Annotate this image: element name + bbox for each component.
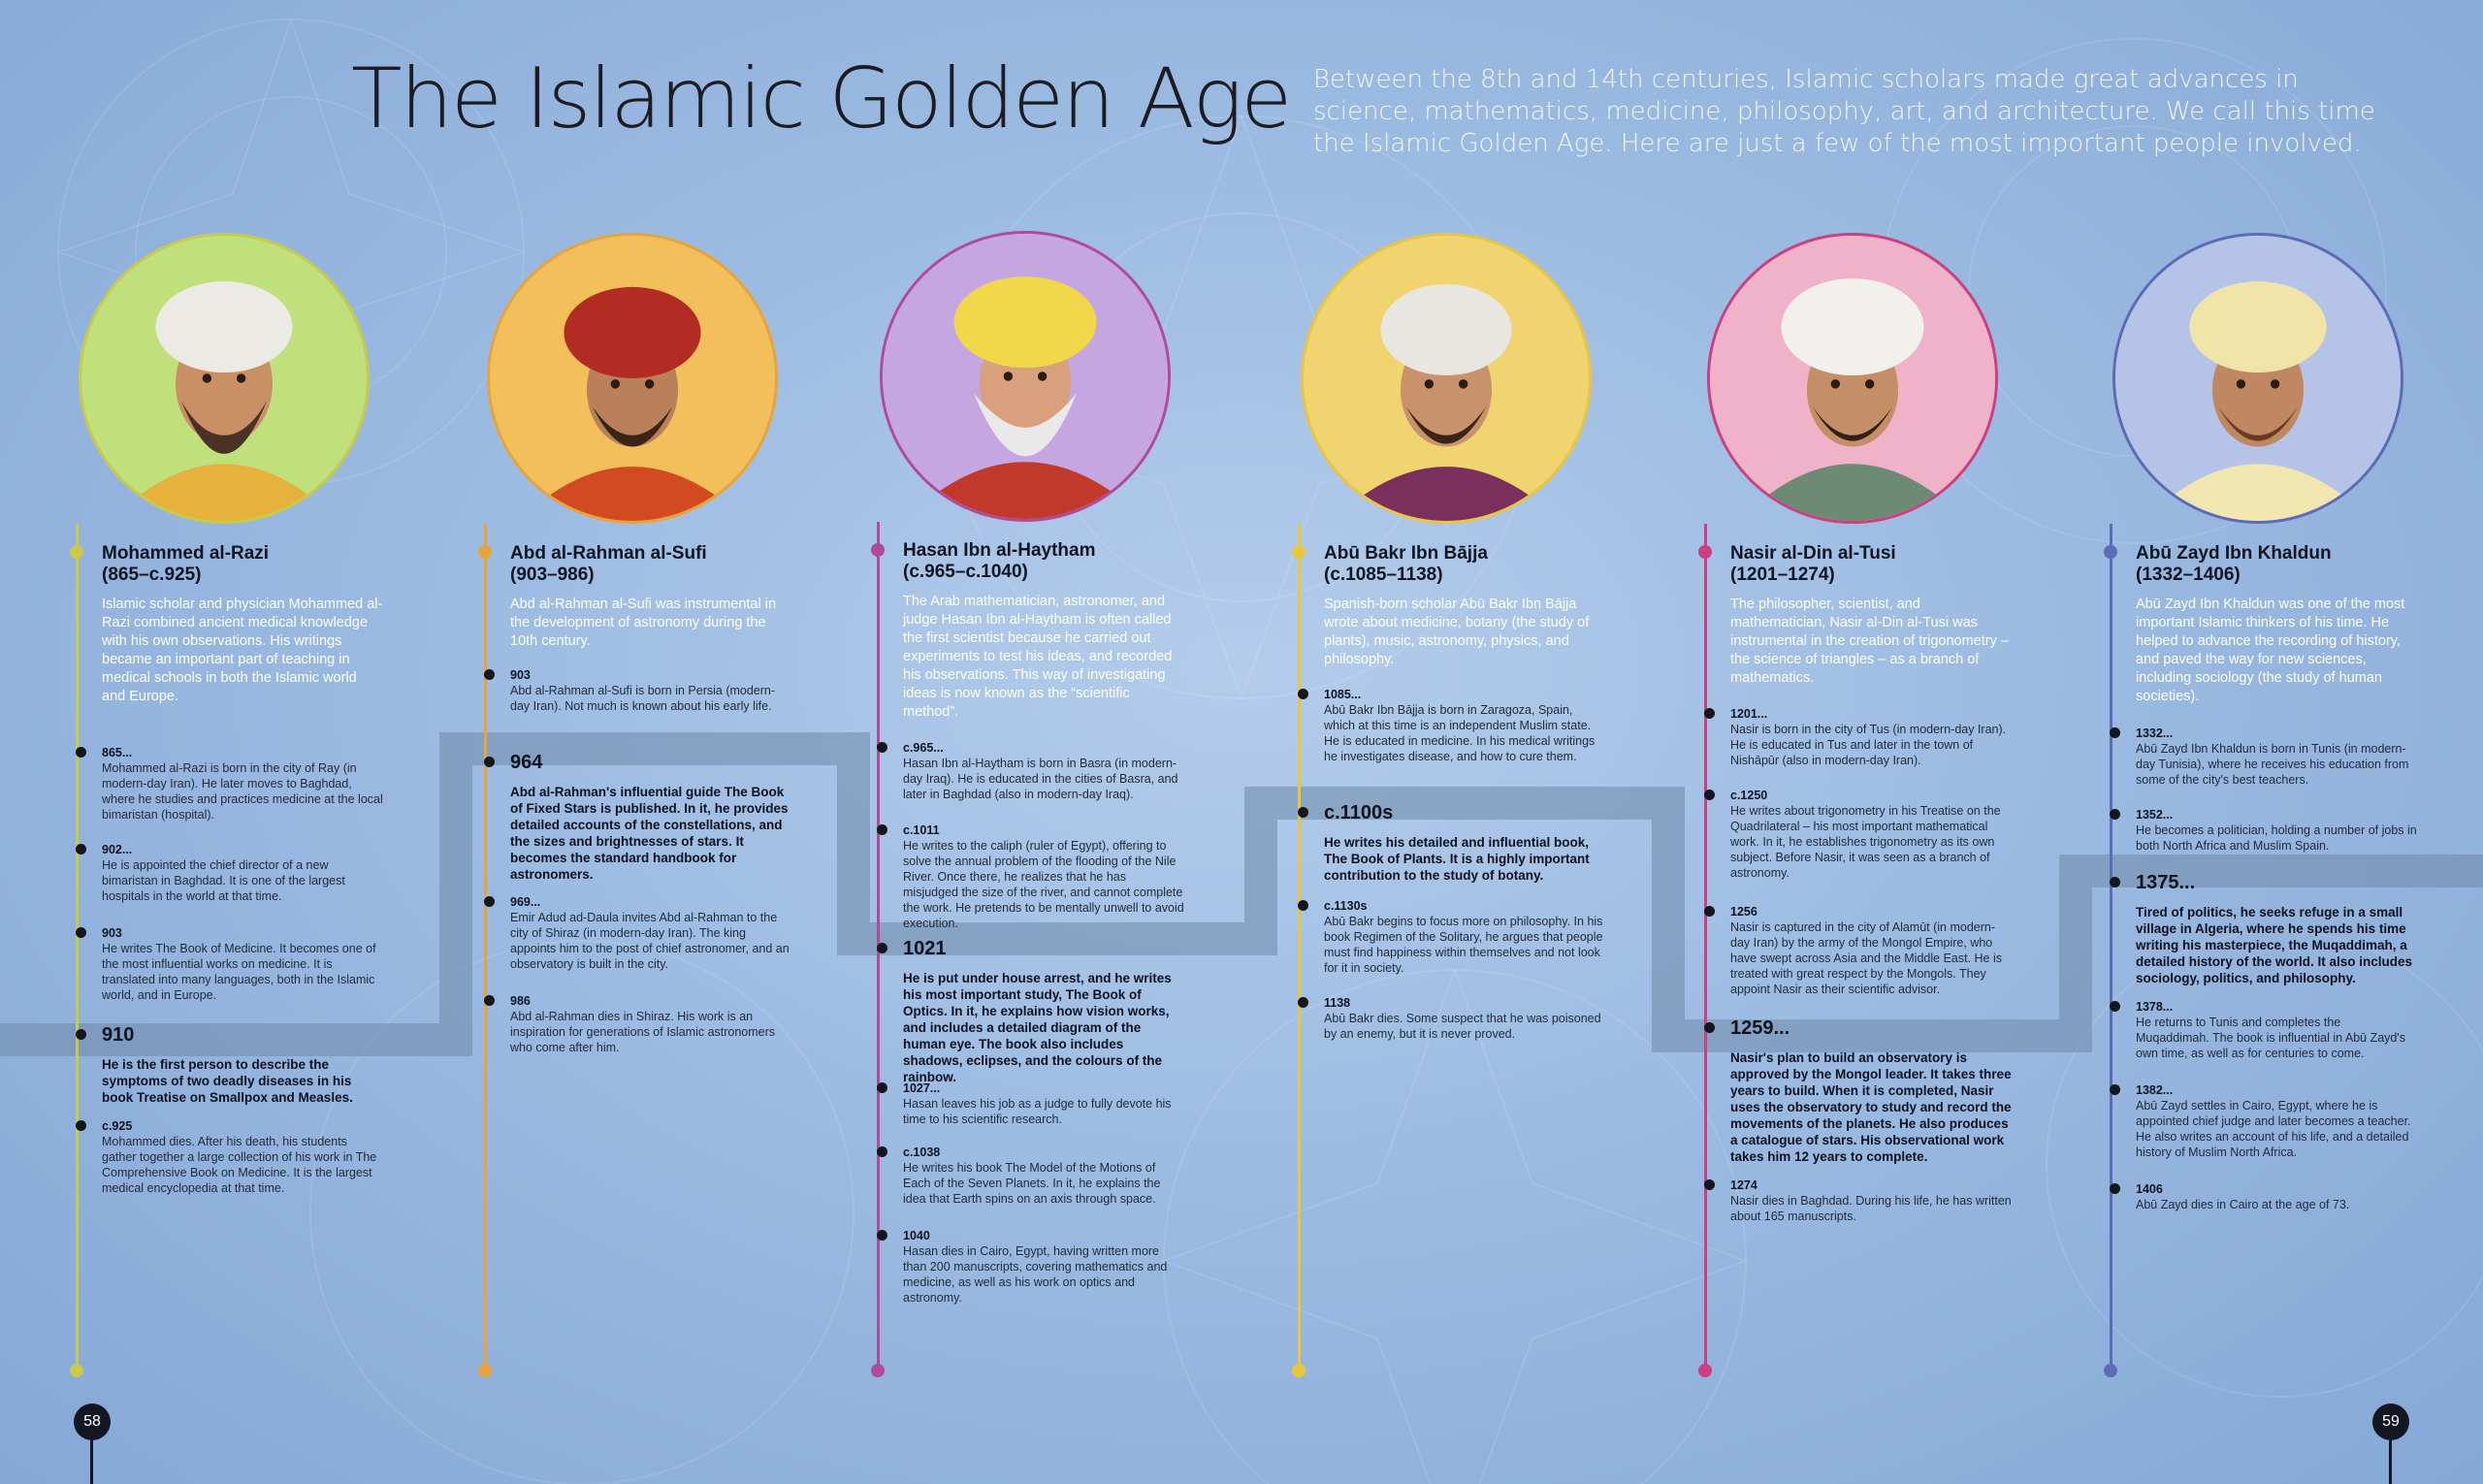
scholar-name: Abū Zayd Ibn Khaldun [2136, 543, 2332, 564]
timeline-dot [478, 545, 492, 559]
timeline-event [2136, 726, 2417, 788]
scholar-bio: Islamic scholar and physician Mohammed al-Razi combined ancient medical knowledge with his own observations. His writings became an important part of teaching in medical schools in both the Islamic world and Europe. [102, 597, 383, 704]
event-bullet [484, 896, 495, 907]
portrait-ibn-bajja [1301, 233, 1592, 524]
scholar-column-al-sufi [487, 0, 797, 1484]
event-bullet [877, 1082, 887, 1093]
timeline-event [1730, 788, 2012, 881]
event-bullet [877, 943, 887, 953]
event-text: He is the first person to describe the symptoms of two deadly diseases in his book Treatise on Smallpox and Measles. [102, 1057, 353, 1105]
event-date: c.1130s [1324, 899, 1368, 913]
page-number-stem [90, 1440, 93, 1484]
portrait-ibn-khaldun [2112, 233, 2403, 524]
timeline-end-dot [2104, 1364, 2117, 1377]
event-bullet [2110, 809, 2120, 820]
event-date: 1085... [1324, 688, 1362, 701]
event-date: 910 [102, 1024, 135, 1046]
event-date: 1375... [2136, 872, 2196, 893]
event-bullet [484, 757, 495, 767]
timeline-event [1324, 687, 1605, 764]
event-date: 902... [102, 843, 133, 856]
event-bullet [2110, 877, 2120, 887]
event-date: 986 [510, 994, 531, 1008]
timeline-line [1298, 524, 1301, 1377]
scholar-bio: The Arab mathematician, astronomer, and judge Hasan Ibn al-Haytham is often called the first scientist because he carried out experiments to test his ideas, and recorded his observations. This way of investigating ideas is now known as the “scientific method”. [903, 594, 1173, 720]
event-text: Nasir's plan to build an observatory is approved by the Mongol leader. It takes three years to build. When it is completed, Nasir uses the observatory to study and record the movements of the planets. He also produces a catalogue of stars. His observational work takes him 12 years to complete. [1730, 1050, 2012, 1164]
timeline-event [903, 823, 1184, 931]
event-date: 1382... [2136, 1083, 2174, 1097]
scholar-dates: (c.1085–1138) [1324, 565, 1443, 585]
timeline-event-highlight [903, 937, 1184, 1085]
timeline-event-highlight [1324, 801, 1605, 884]
scholar-name: Abd al-Rahman al-Sufi [510, 543, 707, 564]
event-bullet [76, 1120, 86, 1131]
event-bullet [877, 742, 887, 753]
page-intro: Between the 8th and 14th centuries, Islamic scholars made great advances in science, mathematics, medicine, philosophy, art, and architecture. We call this time the Islamic Golden Age. Here are just a few of the most important people involved. [1313, 65, 2375, 158]
event-text: Mohammed al-Razi is born in the city of Ray (in modern-day Iran). He later moves to Baghdad, where he studies and practices medicine at the local bimaristan (hospital). [102, 761, 383, 822]
scholar-column-ibn-al-haytham [880, 0, 1190, 1484]
timeline-event [102, 842, 383, 904]
event-date: c.1011 [903, 823, 940, 837]
timeline-line [484, 524, 487, 1377]
event-bullet [1298, 900, 1308, 911]
event-date: 865... [102, 746, 133, 759]
event-text: Hasan leaves his job as a judge to fully devote his time to his scientific research. [903, 1097, 1172, 1126]
timeline-event [2136, 999, 2417, 1061]
event-bullet [2110, 1183, 2120, 1194]
event-bullet [1298, 689, 1308, 699]
scholar-bio: Spanish-born scholar Abū Bakr Ibn Bājja wrote about medicine, botany (the study of plants), music, astronomy, physics, and philosophy. [1324, 597, 1590, 667]
event-date: c.1038 [903, 1145, 941, 1159]
timeline-event-highlight [2136, 871, 2417, 986]
event-bullet [1298, 807, 1308, 818]
event-date: 903 [510, 668, 531, 682]
event-bullet [2110, 727, 2120, 738]
timeline-line [2110, 524, 2112, 1377]
event-date: c.925 [102, 1119, 133, 1133]
scholar-bio: The philosopher, scientist, and mathematician, Nasir al-Din al-Tusi was instrumental in the creation of trigonometry – the science of triangles – as a branch of mathematics. [1730, 597, 2009, 686]
portrait-al-sufi [487, 233, 778, 524]
event-bullet [76, 927, 86, 938]
timeline-event [903, 740, 1184, 802]
event-text: Abū Bakr begins to focus more on philosophy. In his book Regimen of the Solitary, he argues that people must find happiness within themselves and not look for it in society. [1324, 915, 1603, 975]
event-text: Abd al-Rahman al-Sufi is born in Persia (modern-day Iran). Not much is known about his early life. [510, 684, 776, 713]
timeline-dot [1698, 545, 1712, 559]
scholar-name: Mohammed al-Razi [102, 543, 270, 564]
timeline-end-dot [478, 1364, 492, 1377]
timeline-dot [871, 543, 885, 557]
timeline-event-highlight [102, 1023, 383, 1106]
event-date: 903 [102, 926, 122, 940]
scholar-column-ibn-bajja [1301, 0, 1611, 1484]
event-text: He writes The Book of Medicine. It becomes one of the most influential works on medicine. It is translated into many languages, both in the Islamic world, and in Europe. [102, 942, 376, 1002]
event-bullet [1298, 997, 1308, 1008]
timeline-event [510, 894, 791, 972]
timeline-event [2136, 1181, 2417, 1212]
timeline-event [1324, 995, 1605, 1042]
event-bullet [484, 669, 495, 680]
timeline-event [903, 1228, 1184, 1306]
timeline-event [102, 925, 383, 1003]
event-bullet [1704, 906, 1715, 917]
event-date: 1274 [1730, 1178, 1757, 1192]
scholar-column-al-razi [79, 0, 389, 1484]
timeline-event [1730, 904, 2012, 997]
timeline-event [2136, 807, 2417, 854]
portrait-ibn-al-haytham [880, 231, 1171, 522]
page-number-stem [2389, 1440, 2392, 1484]
event-bullet [1704, 790, 1715, 800]
scholar-dates: (1201–1274) [1730, 565, 1835, 585]
scholar-dates: (903–986) [510, 565, 595, 585]
event-bullet [76, 1029, 86, 1040]
timeline-event [510, 667, 791, 714]
scholar-dates: (865–c.925) [102, 565, 202, 585]
event-bullet [1704, 708, 1715, 719]
timeline-event [102, 1118, 383, 1196]
event-date: 1201... [1730, 707, 1768, 721]
event-bullet [1704, 1022, 1715, 1033]
event-text: He writes about trigonometry in his Treatise on the Quadrilateral – his most important mathematical work. In it, he establishes trigonometry as its own subject. Before Nasir, it was seen as a branch of astronomy. [1730, 804, 2001, 880]
event-bullet [877, 824, 887, 835]
page-number-right: 59 [2372, 1403, 2409, 1440]
event-bullet [76, 844, 86, 855]
timeline-event [1730, 706, 2012, 768]
event-text: Abū Zayd dies in Cairo at the age of 73. [2136, 1198, 2350, 1211]
page-title: The Islamic Golden Age [351, 50, 1291, 147]
event-date: c.1100s [1324, 802, 1394, 823]
scholar-dates: (c.965–c.1040) [903, 562, 1028, 582]
event-date: 1040 [903, 1229, 930, 1242]
event-date: 1138 [1324, 996, 1351, 1010]
event-text: Hasan dies in Cairo, Egypt, having written more than 200 manuscripts, covering mathematics and medicine, as well as his work on optics and astronomy. [903, 1244, 1168, 1305]
timeline-dot [2104, 545, 2117, 559]
event-text: Abd al-Rahman's influential guide The Book of Fixed Stars is published. In it, he provides detailed accounts of the constellations, and the sizes and brightnesses of stars. It becomes the standard handbook for astronomers. [510, 785, 789, 882]
portrait-al-razi [79, 233, 370, 524]
event-text: Nasir dies in Baghdad. During his life, he has written about 165 manuscripts. [1730, 1194, 2012, 1223]
event-date: 969... [510, 895, 541, 909]
timeline-event [903, 1145, 1184, 1207]
event-text: Emir Adud ad-Daula invites Abd al-Rahman to the city of Shiraz (in modern-day Iran). The king appoints him to the post of chief astronomer, and an observatory is built in the city. [510, 911, 790, 971]
event-text: Nasir is captured in the city of Alamūt (in modern-day Iran) by the army of the Mongol Empire, who have swept across Asia and the Middle East. He is treated with great respect by the Mongols. They appoint Nasir as their scientific advisor. [1730, 920, 2003, 996]
event-date: c.965... [903, 741, 944, 755]
scholar-column-ibn-khaldun [2112, 0, 2423, 1484]
timeline-event [1730, 1178, 2012, 1224]
event-date: c.1250 [1730, 789, 1768, 802]
timeline-line [76, 524, 79, 1377]
portrait-al-tusi [1707, 233, 1998, 524]
timeline-event [510, 993, 791, 1055]
event-text: Nasir is born in the city of Tus (in modern-day Iran). He is educated in Tus and later in the town of Nishāpūr (also in modern-day Iran). [1730, 723, 2007, 767]
event-bullet [2110, 1084, 2120, 1095]
event-bullet [484, 995, 495, 1006]
event-text: Tired of politics, he seeks refuge in a small village in Algeria, where he spends his time writing his masterpiece, the Muqaddimah, a detailed history of the world. It also includes sociology, politics, and philosophy. [2136, 905, 2413, 985]
timeline-event [102, 745, 383, 823]
event-text: He writes his book The Model of the Motions of Each of the Seven Planets. In it, he explains the idea that Earth spins on an axis through space. [903, 1161, 1161, 1206]
event-text: He is appointed the chief director of a new bimaristan in Baghdad. It is one of the largest hospitals in the world at that time. [102, 858, 345, 903]
event-text: Abū Bakr dies. Some suspect that he was poisoned by an enemy, but it is never proved. [1324, 1012, 1601, 1041]
event-text: Mohammed dies. After his death, his students gather together a large collection of his work in The Comprehensive Book on Medicine. It is the largest medical encyclopedia at that time. [102, 1135, 377, 1195]
event-date: 1352... [2136, 808, 2174, 822]
timeline-event [1324, 898, 1605, 976]
event-bullet [877, 1230, 887, 1241]
event-date: 1021 [903, 938, 947, 959]
event-text: He writes to the caliph (ruler of Egypt), offering to solve the annual problem of the flooding of the Nile River. Once there, he realizes that he has misjudged the size of the river, and cannot complete the work. He pretends to be mentally unwell to avoid execution. [903, 839, 1184, 930]
timeline-event-highlight [1730, 1016, 2012, 1165]
event-bullet [2110, 1001, 2120, 1012]
scholar-column-al-tusi [1707, 0, 2017, 1484]
timeline-dot [70, 545, 83, 559]
event-date: 1332... [2136, 726, 2174, 740]
event-text: He writes his detailed and influential book, The Book of Plants. It is a highly important contribution to the study of botany. [1324, 835, 1590, 883]
timeline-end-dot [1698, 1364, 1712, 1377]
scholar-name: Nasir al-Din al-Tusi [1730, 543, 1896, 564]
event-bullet [76, 747, 86, 758]
page-number-left: 58 [74, 1403, 111, 1440]
event-bullet [877, 1146, 887, 1157]
event-date: 1406 [2136, 1182, 2163, 1196]
timeline-end-dot [1292, 1364, 1306, 1377]
event-text: He is put under house arrest, and he writes his most important study, The Book of Optics. In it, he explains how vision works, and includes a detailed diagram of the human eye. The book also includes shadows, eclipses, and the colours of the rainbow. [903, 971, 1172, 1084]
event-date: 1378... [2136, 1000, 2174, 1014]
scholar-name: Abū Bakr Ibn Bājja [1324, 543, 1488, 564]
event-text: Abū Zayd settles in Cairo, Egypt, where he is appointed chief judge and later becomes a teacher. He also writes an account of his life, and a detailed history of Muslim North Africa. [2136, 1099, 2411, 1159]
event-text: He returns to Tunis and completes the Muqaddimah. The book is influential in Abū Zayd's own time, as well as for centuries to come. [2136, 1016, 2406, 1060]
timeline-end-dot [70, 1364, 83, 1377]
event-text: Hasan Ibn al-Haytham is born in Basra (in modern-day Iraq). He is educated in the cities of Basra, and later in Baghdad (also in modern-day Iraq). [903, 757, 1178, 801]
event-text: Abū Bakr Ibn Bājja is born in Zaragoza, Spain, which at this time is an independent Muslim state. He is educated in medicine. In his medical writings he investigates disease, and how to cure them. [1324, 703, 1596, 763]
scholar-dates: (1332–1406) [2136, 565, 2241, 585]
event-date: 964 [510, 752, 543, 773]
event-text: He becomes a politician, holding a number of jobs in both North Africa and Muslim Spain. [2136, 823, 2417, 853]
event-date: 1259... [1730, 1017, 1790, 1039]
event-date: 1256 [1730, 905, 1757, 919]
timeline-dot [1292, 545, 1306, 559]
timeline-event-highlight [510, 751, 791, 883]
timeline-event [903, 1081, 1184, 1127]
scholar-name: Hasan Ibn al-Haytham [903, 540, 1096, 561]
scholar-bio: Abū Zayd Ibn Khaldun was one of the most important Islamic thinkers of his time. He helped to advance the recording of history, and paved the way for new sciences, including sociology (the study of human societies). [2136, 597, 2405, 704]
event-date: 1027... [903, 1081, 941, 1095]
event-text: Abū Zayd Ibn Khaldun is born in Tunis (in modern-day Tunisia), where he receives his education from some of the city's best teachers. [2136, 742, 2409, 787]
timeline-end-dot [871, 1364, 885, 1377]
timeline-line [1704, 524, 1707, 1377]
timeline-event [2136, 1082, 2417, 1160]
event-text: Abd al-Rahman dies in Shiraz. His work is an inspiration for generations of Islamic astronomers who come after him. [510, 1010, 776, 1054]
scholar-bio: Abd al-Rahman al-Sufi was instrumental in the development of astronomy during the 10th century. [510, 597, 777, 649]
event-bullet [1704, 1179, 1715, 1190]
